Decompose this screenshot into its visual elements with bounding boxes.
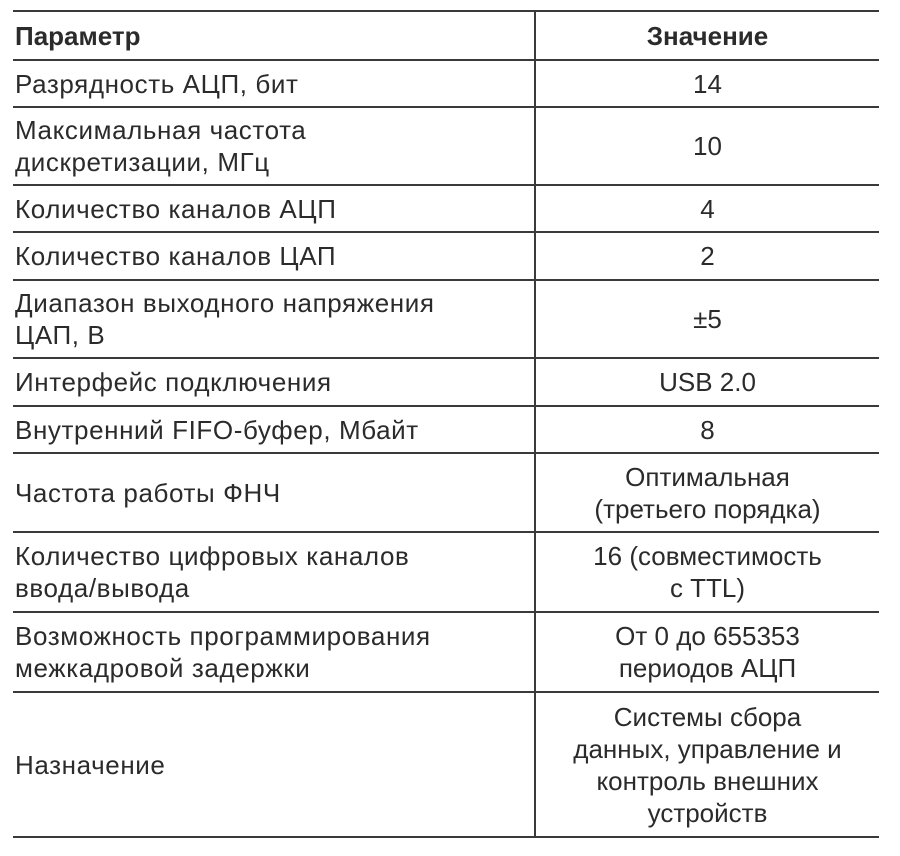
value-text: ±5 (693, 304, 722, 334)
table-row (13, 232, 879, 280)
value-text: 16 (совместимость (593, 541, 822, 571)
table-row (13, 406, 879, 453)
parameter-cell (13, 406, 535, 453)
value-text: 8 (700, 414, 715, 445)
parameter-text: Внутренний FIFO-буфер, Мбайт (15, 414, 419, 445)
value-text: с TTL) (669, 573, 746, 603)
value-cell (535, 692, 879, 837)
value-text: От 0 до 655353 (615, 621, 800, 651)
table-row (13, 692, 879, 837)
parameter-cell (13, 107, 535, 185)
table-row (13, 612, 879, 692)
parameter-text: Количество каналов АЦП (15, 193, 337, 224)
value-cell (535, 453, 879, 532)
parameter-text: ввода/вывода (15, 573, 190, 603)
parameter-cell (13, 60, 535, 107)
specifications-table (13, 10, 879, 838)
table-row (13, 453, 879, 532)
value-text: 14 (693, 68, 722, 99)
parameter-cell (13, 185, 535, 232)
value-cell (535, 358, 879, 406)
table-row (13, 60, 879, 107)
parameter-cell (13, 612, 535, 692)
value-cell (535, 612, 879, 692)
parameter-text: Максимальная частота (15, 115, 307, 145)
value-cell (535, 232, 879, 280)
table-body (13, 60, 879, 837)
table-row (13, 107, 879, 185)
value-cell (535, 107, 879, 185)
parameter-cell (13, 280, 535, 358)
table-row (13, 532, 879, 612)
parameter-cell (13, 232, 535, 280)
value-cell (535, 532, 879, 612)
value-text: контроль внешних (596, 765, 819, 796)
parameter-text: Диапазон выходного напряжения (15, 288, 435, 318)
value-text: данных, управление и (573, 733, 842, 764)
parameter-cell (13, 692, 535, 837)
parameter-text: дискретизации, МГц (15, 147, 270, 177)
parameter-text: Частота работы ФНЧ (15, 477, 281, 508)
parameter-text: Возможность программирования (15, 621, 431, 651)
value-cell (535, 280, 879, 358)
parameter-text: Назначение (15, 749, 166, 780)
parameter-text: Интерфейс подключения (15, 367, 332, 397)
parameter-cell (13, 453, 535, 532)
value-text: Оптимальная (625, 461, 790, 492)
value-cell (535, 185, 879, 232)
parameter-cell (13, 532, 535, 612)
value-cell (535, 60, 879, 107)
header-value: Значение (535, 11, 879, 60)
parameter-cell (13, 358, 535, 406)
value-text: устройств (647, 797, 768, 828)
header-parameter: Параметр (15, 20, 141, 51)
table-row (13, 280, 879, 358)
parameter-text: Количество цифровых каналов (15, 541, 410, 571)
parameter-text: Разрядность АЦП, бит (15, 68, 299, 99)
value-text: периодов АЦП (618, 653, 797, 683)
parameter-text: межкадровой задержки (15, 653, 311, 683)
value-text: 4 (700, 193, 715, 224)
table-row (13, 358, 879, 406)
parameter-text: ЦАП, В (15, 320, 106, 350)
value-text: 2 (700, 241, 715, 271)
parameter-text: Количество каналов ЦАП (15, 241, 337, 271)
value-text: 10 (693, 131, 722, 161)
value-text: (третьего порядка) (594, 493, 821, 524)
value-cell (535, 406, 879, 453)
value-text: Системы сбора (613, 701, 802, 732)
table-row (13, 185, 879, 232)
value-text: USB 2.0 (659, 367, 756, 397)
table-header-row (13, 11, 879, 60)
